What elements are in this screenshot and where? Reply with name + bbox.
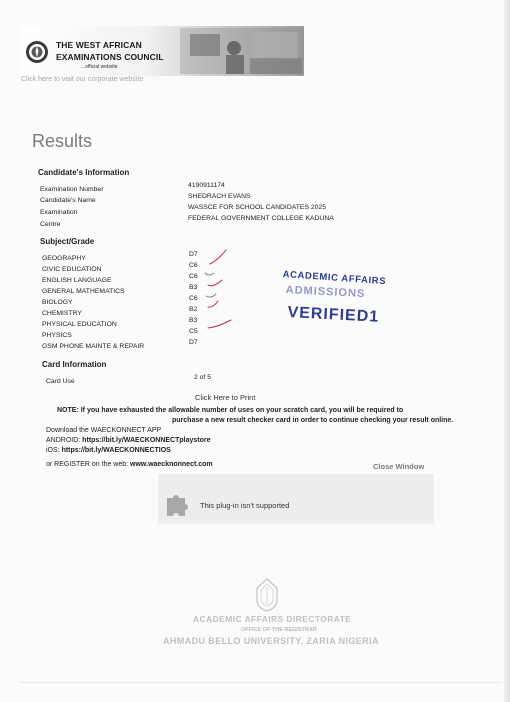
- subject-row: GEOGRAPHY: [42, 255, 86, 262]
- subject-row: PHYSICAL EDUCATION: [42, 321, 117, 328]
- subject-row: CHEMISTRY: [42, 310, 82, 317]
- org-name-line1: THE WEST AFRICAN: [56, 40, 142, 50]
- examination-label: Examination: [40, 209, 78, 216]
- grade-value: C6: [189, 273, 198, 280]
- centre-label: Centre: [40, 221, 61, 228]
- org-name-line2: EXAMINATIONS COUNCIL: [56, 52, 164, 62]
- subject-row: PHYSICS: [42, 332, 72, 339]
- subject-row: CIVIC EDUCATION: [42, 266, 102, 273]
- grade-value: D7: [189, 251, 198, 258]
- subject-row: ENGLISH LANGUAGE: [42, 277, 112, 284]
- ios-link[interactable]: [46, 447, 171, 454]
- banner-photo: [180, 28, 304, 74]
- examination-value: WASSCE FOR SCHOOL CANDIDATES 2025: [188, 204, 326, 211]
- note-line2: purchase a new result checker card in order to continue checking your result online.: [172, 417, 454, 424]
- candidate-name-label: Candidate's Name: [40, 197, 96, 204]
- candidate-info-heading: Candidate's Information: [38, 168, 130, 177]
- print-link[interactable]: Click Here to Print: [195, 393, 256, 402]
- verified-stamp: [270, 266, 420, 338]
- android-link[interactable]: [46, 437, 211, 444]
- subject-grade-heading: Subject/Grade: [40, 237, 95, 246]
- plugin-unsupported-message: This plug-in isn't supported: [200, 501, 290, 510]
- scan-edge-shadow: [504, 0, 510, 702]
- university-crest-icon: [255, 578, 279, 612]
- android-label: ANDROID:: [46, 437, 83, 444]
- card-use-value: 2 of 5: [194, 374, 212, 381]
- waec-header-banner: [20, 26, 304, 76]
- footer-university: AHMADU BELLO UNIVERSITY, ZARIA NIGERIA: [163, 636, 379, 646]
- grade-value: C6: [189, 262, 198, 269]
- exam-number-value: 4190911174: [188, 182, 225, 189]
- plugin-placeholder: [158, 474, 434, 524]
- download-app-heading: Download the WAECKONNECT APP: [46, 427, 162, 434]
- corporate-website-link[interactable]: Click here to visit our corporate website: [21, 76, 144, 83]
- register-url[interactable]: www.waecknonnect.com: [130, 461, 213, 468]
- grade-value: C6: [189, 295, 198, 302]
- page-fold-line: [20, 682, 502, 683]
- puzzle-piece-icon: [164, 491, 190, 517]
- android-url[interactable]: https://bit.ly/WAECKONNECTplaystore: [82, 437, 211, 444]
- grade-value: B2: [189, 306, 198, 313]
- centre-value: FEDERAL GOVERNMENT COLLEGE KADUNA: [188, 215, 334, 222]
- subject-row: GENERAL MATHEMATICS: [42, 288, 125, 295]
- exam-number-label: Examination Number: [40, 186, 104, 193]
- stamp-line2: ADMISSIONS: [285, 284, 366, 301]
- subject-row: GSM PHONE MAINTE & REPAIR: [42, 343, 145, 350]
- footer-office: OFFICE OF THE REGISTRAR: [241, 627, 317, 633]
- card-use-label: Card Use: [46, 378, 75, 385]
- grade-value: C5: [189, 328, 198, 335]
- grade-value: D7: [189, 339, 198, 346]
- candidate-name-value: SHEDRACH EVANS: [188, 193, 251, 200]
- site-tagline: ...official website: [81, 64, 118, 70]
- page-title: Results: [32, 131, 93, 151]
- ios-url[interactable]: https://bit.ly/WAECKONNECTIOS: [61, 447, 171, 454]
- close-window-link[interactable]: Close Window: [373, 462, 425, 471]
- stamp-line1: ACADEMIC AFFAIRS: [282, 269, 387, 288]
- subject-row: BIOLOGY: [42, 299, 73, 306]
- waec-logo-icon: [25, 40, 49, 64]
- stamp-line3: VERIFIED1: [287, 304, 380, 326]
- footer-directorate: ACADEMIC AFFAIRS DIRECTORATE: [193, 614, 352, 624]
- grade-value: B3: [189, 317, 198, 324]
- ios-label: iOS:: [46, 447, 62, 454]
- register-web-line: [46, 461, 213, 468]
- card-info-heading: Card Information: [42, 360, 107, 369]
- handwritten-tick-marks: [196, 248, 242, 334]
- grade-value: B3: [189, 284, 198, 291]
- register-label: or REGISTER on the web:: [46, 461, 131, 468]
- note-line1: NOTE: If you have exhausted the allowable number of uses on your scratch card, you will be required to: [57, 407, 404, 414]
